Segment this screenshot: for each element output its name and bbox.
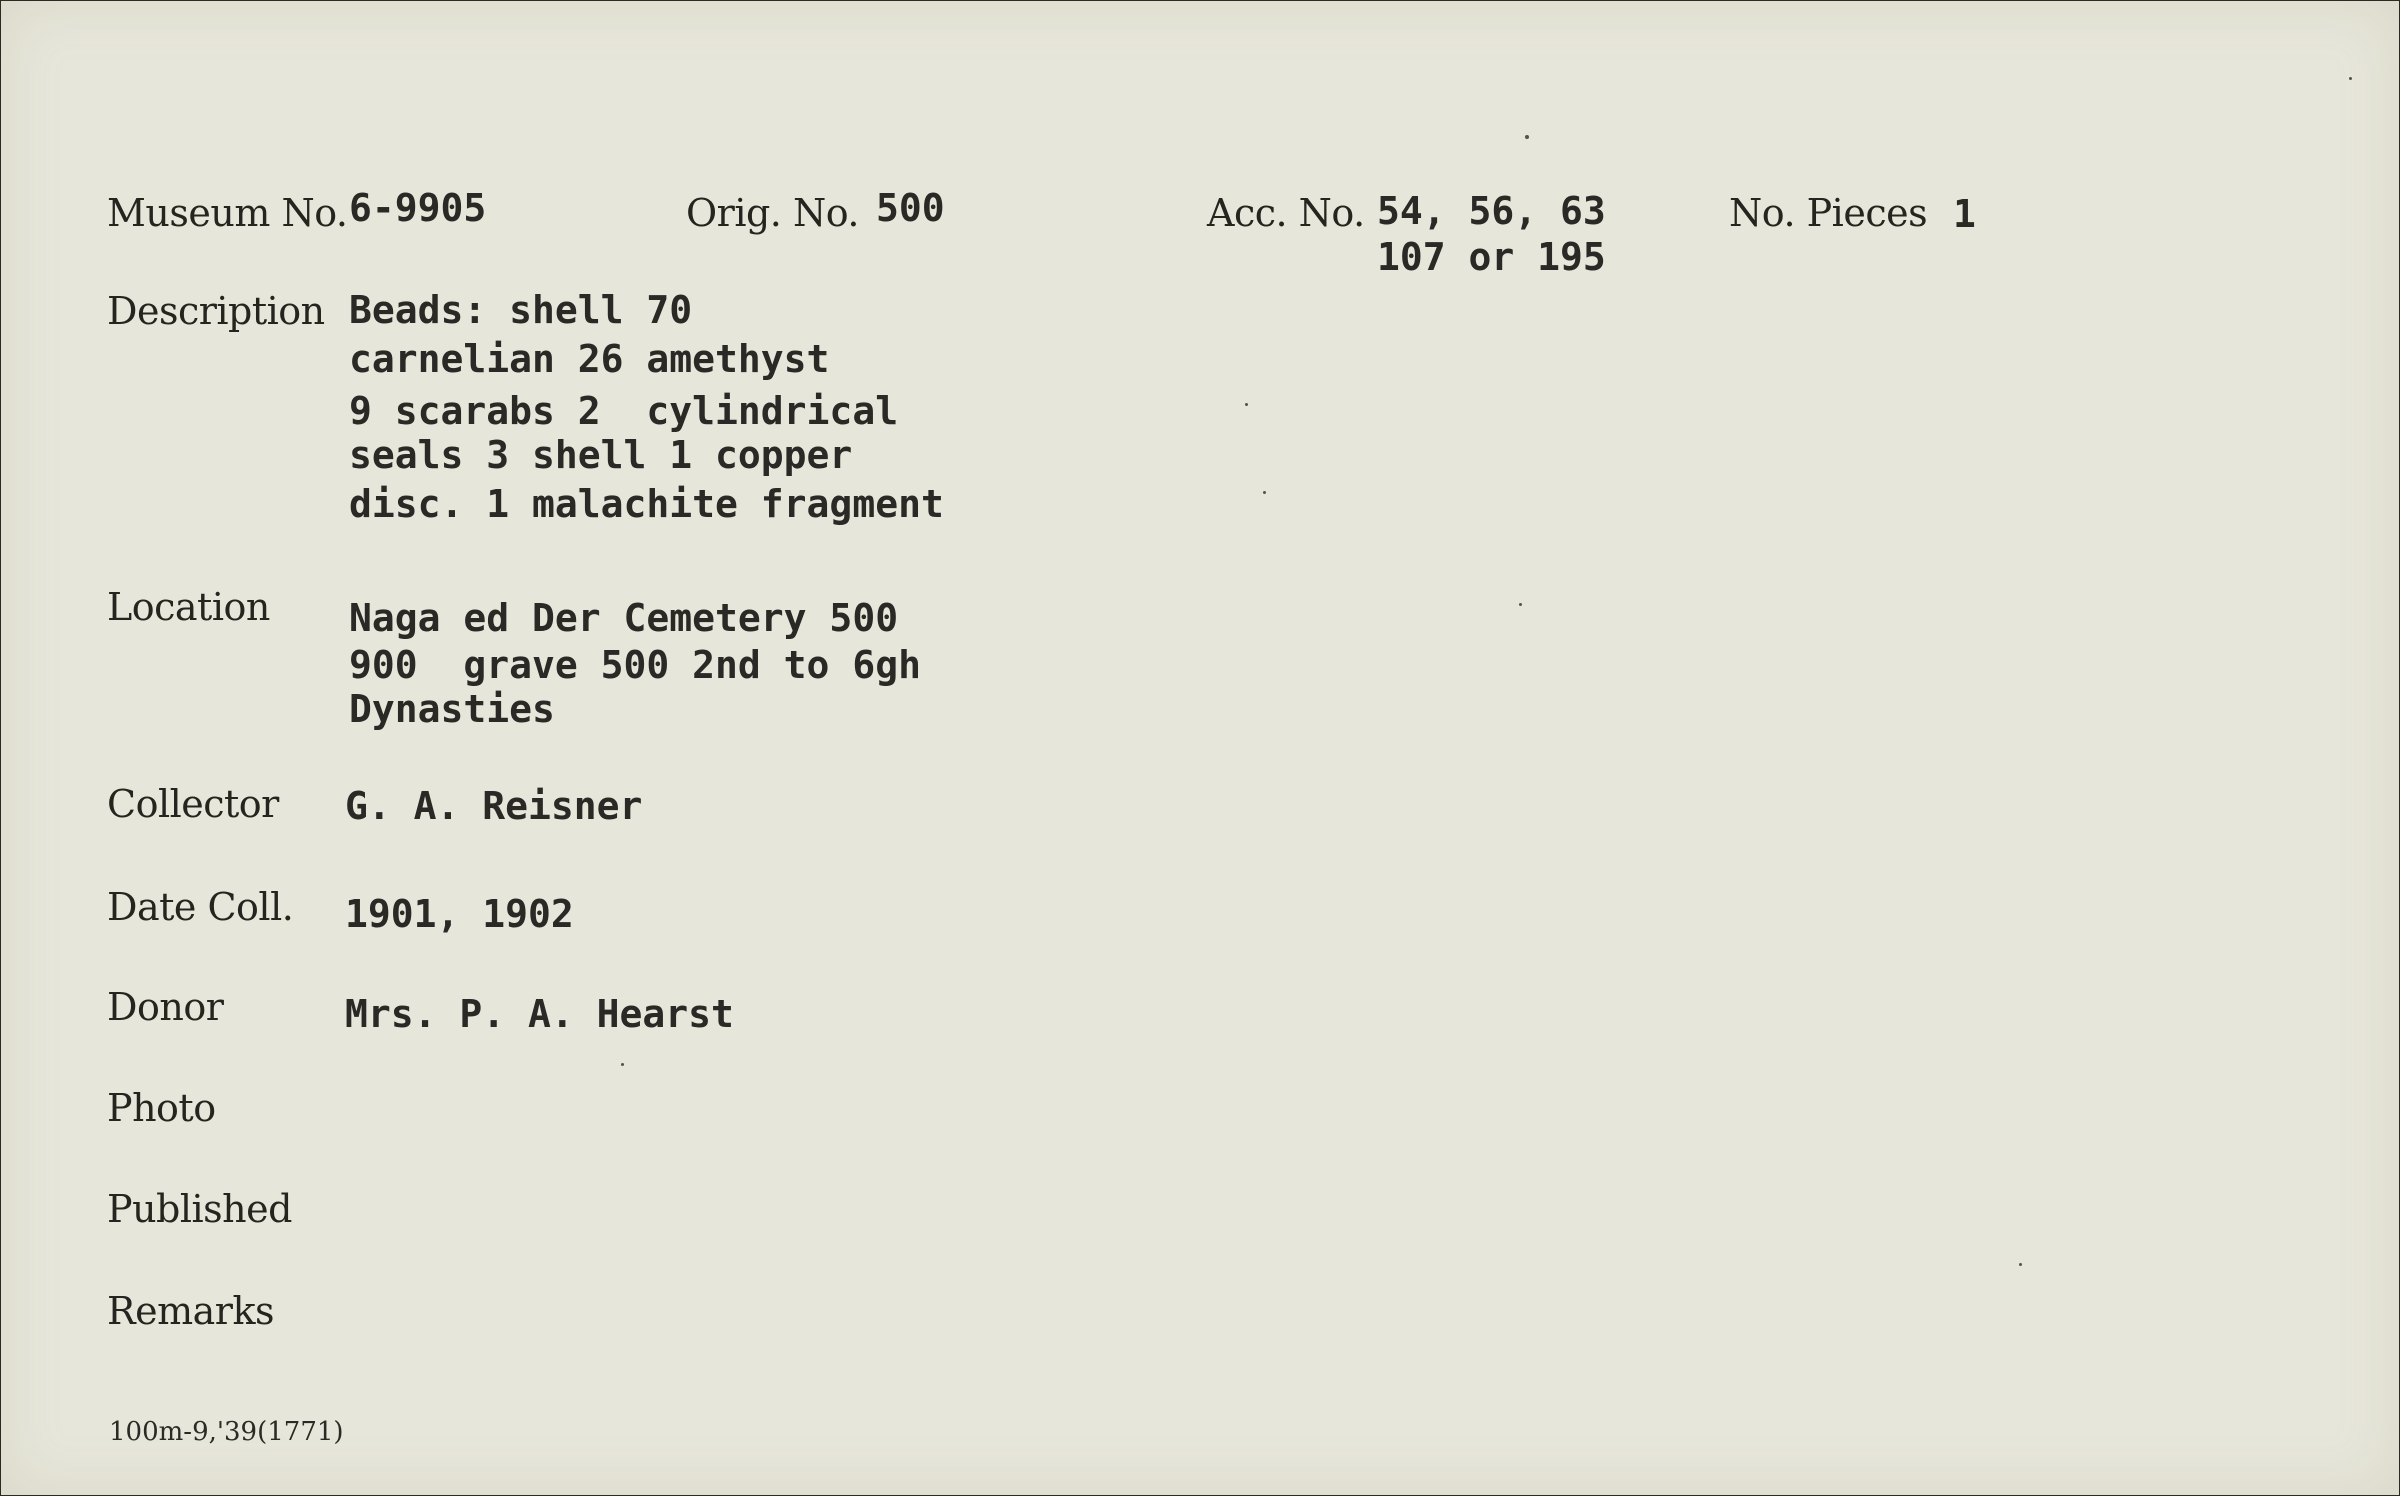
- paper-speck: [1525, 135, 1529, 139]
- paper-speck: [1519, 603, 1522, 606]
- location-line: 900 grave 500 2nd to 6gh: [349, 643, 921, 687]
- collector-label: Collector: [107, 782, 279, 826]
- form-code: 100m-9,'39(1771): [109, 1417, 344, 1447]
- paper-speck: [2349, 77, 2352, 80]
- location-line: Naga ed Der Cemetery 500: [349, 596, 899, 640]
- acc-no-value-line2: 107 or 195: [1377, 235, 1606, 279]
- description-label: Description: [107, 289, 325, 333]
- no-pieces-label: No. Pieces: [1729, 191, 1928, 235]
- paper-speck: [1245, 403, 1248, 406]
- description-line: disc. 1 malachite fragment: [349, 482, 944, 526]
- acc-no-label: Acc. No.: [1207, 191, 1365, 235]
- orig-no-value: 500: [876, 186, 945, 230]
- description-line: seals 3 shell 1 copper: [349, 433, 853, 477]
- donor-label: Donor: [107, 985, 224, 1029]
- orig-no-label: Orig. No.: [686, 191, 859, 235]
- date-coll-value: 1901, 1902: [345, 892, 574, 936]
- description-line: 9 scarabs 2 cylindrical: [349, 389, 899, 433]
- location-label: Location: [107, 585, 270, 629]
- description-line: carnelian 26 amethyst: [349, 337, 830, 381]
- acc-no-value-line1: 54, 56, 63: [1377, 189, 1606, 233]
- museum-no-value: 6-9905: [349, 186, 487, 230]
- collector-value: G. A. Reisner: [345, 784, 643, 828]
- published-label: Published: [107, 1187, 292, 1231]
- paper-speck: [2019, 1263, 2022, 1266]
- paper-speck: [621, 1063, 624, 1066]
- location-line: Dynasties: [349, 687, 555, 731]
- remarks-label: Remarks: [107, 1289, 274, 1333]
- no-pieces-value: 1: [1953, 192, 1976, 236]
- paper-speck: [1263, 491, 1266, 494]
- donor-value: Mrs. P. A. Hearst: [345, 992, 734, 1036]
- date-coll-label: Date Coll.: [107, 885, 294, 929]
- description-line: Beads: shell 70: [349, 288, 693, 332]
- photo-label: Photo: [107, 1086, 216, 1130]
- museum-no-label: Museum No.: [107, 191, 348, 235]
